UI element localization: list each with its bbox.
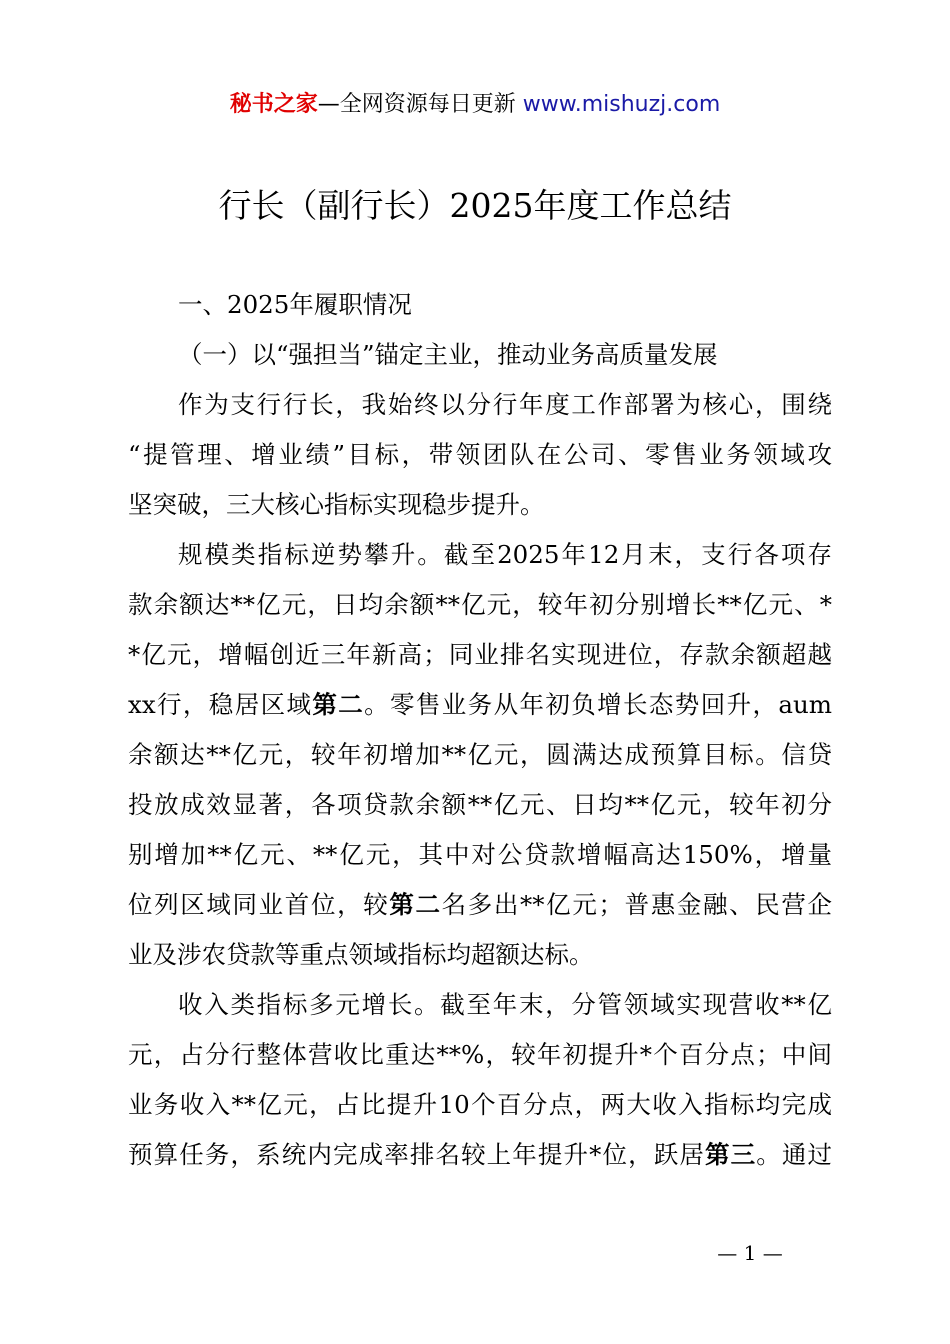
paragraph-line: 规模类指标逆势攀升。截至2025年12月末，支行各项存 (178, 540, 832, 569)
emphasis-text: 第二 (312, 690, 365, 719)
paragraph-line: 款余额达**亿元，日均余额**亿元，较年初分别增长**亿元、* (128, 590, 832, 619)
paragraph-line: 别增加**亿元、**亿元，其中对公贷款增幅高达150%，增量 (128, 840, 832, 869)
paragraph-line: 投放成效显著，各项贷款余额**亿元、日均**亿元，较年初分 (128, 790, 832, 819)
paragraph-line: xx行，稳居区域第二。零售业务从年初负增长态势回升，aum (128, 690, 832, 719)
site-brand: 秘书之家 (229, 92, 318, 117)
paragraph-line: 余额达**亿元，较年初增加**亿元，圆满达成预算目标。信贷 (128, 740, 832, 769)
document-body (128, 280, 832, 1180)
paragraph-line: *亿元，增幅创近三年新高；同业排名实现进位，存款余额超越 (128, 640, 832, 669)
emphasis-text: 第三 (705, 1140, 757, 1169)
paragraph-line: 预算任务，系统内完成率排名较上年提升*位，跃居第三。通过 (128, 1140, 832, 1169)
paragraph-line: 作为支行行长，我始终以分行年度工作部署为核心，围绕 (178, 390, 832, 419)
paragraph-line: 坚突破，三大核心指标实现稳步提升。 (128, 490, 545, 519)
subsection-heading: （一）以“强担当”锚定主业，推动业务高质量发展 (178, 340, 718, 369)
paragraph-line: 收入类指标多元增长。截至年末，分管领域实现营收**亿 (178, 990, 832, 1019)
paragraph-line: 元，占分行整体营收比重达**%，较年初提升*个百分点；中间 (128, 1040, 832, 1069)
paragraph-line: 业及涉农贷款等重点领域指标均超额达标。 (128, 940, 594, 969)
site-tagline: —全网资源每日更新 (317, 92, 523, 117)
paragraph-line: 业务收入**亿元，占比提升10个百分点，两大收入指标均完成 (128, 1090, 832, 1119)
emphasis-text: 第二 (389, 890, 442, 919)
paragraph-line: “提管理、增业绩”目标，带领团队在公司、零售业务领域攻 (128, 440, 832, 469)
site-url-link[interactable]: www.mishuzj.com (522, 92, 721, 117)
site-header (0, 88, 950, 122)
section-heading: 一、2025年履职情况 (178, 290, 412, 319)
paragraph-line: 位列区域同业首位，较第二名多出**亿元；普惠金融、民营企 (128, 890, 832, 919)
page-number: — 1 — (717, 1241, 783, 1265)
document-title: 行长（副行长）2025年度工作总结 (218, 186, 732, 225)
